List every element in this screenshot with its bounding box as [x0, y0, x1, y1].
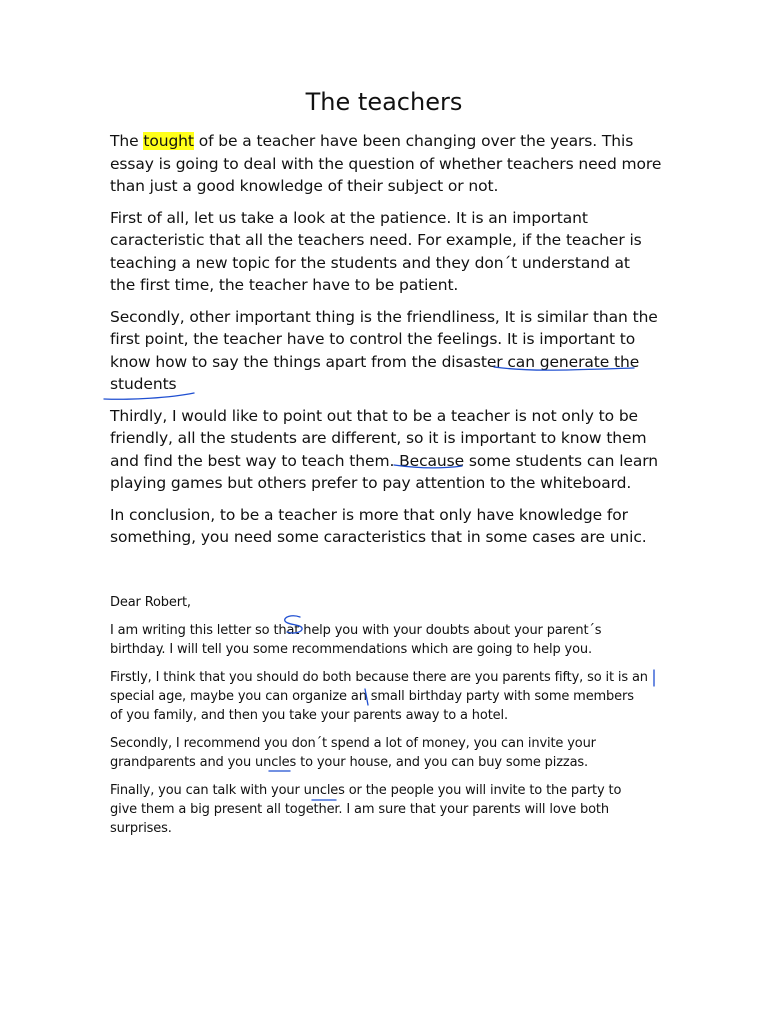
- essay-paragraph-1: [110, 130, 668, 198]
- essay-body: [110, 130, 668, 558]
- highlighted-word: tought: [143, 132, 194, 150]
- essay-p1-start: The: [110, 132, 144, 150]
- essay-paragraph-5: In conclusion, to be a teacher is more that only have knowledge for something, you need some caracteristics that in some cases are unic.: [110, 505, 647, 546]
- letter-paragraph-1: I am writing this letter so that help you with your doubts about your parent´s birthday. I will tell you some recommendations which are going to help you.: [110, 623, 602, 657]
- letter-greeting: Dear Robert,: [110, 595, 191, 610]
- letter-body: [110, 593, 670, 847]
- letter-paragraph-2: Firstly, I think that you should do both because there are you parents fifty, so it is an special age, maybe you can organize an small birthday party with some members of you family, and then you take your parents away to a hotel.: [110, 670, 648, 723]
- essay-title: The teachers: [305, 88, 463, 116]
- essay-paragraph-4: Thirdly, I would like to point out that to be a teacher is not only to be friendly, all the students are different, so it is important to know them and find the best way to teach them. Because some students can learn playing games but others prefer to pay attention to the whiteboard.: [110, 406, 658, 492]
- letter-paragraph-4: Finally, you can talk with your uncles or the people you will invite to the party to give them a big present all together. I am sure that your parents will love both surprises.: [110, 783, 622, 836]
- letter-paragraph-3: Secondly, I recommend you don´t spend a lot of money, you can invite your grandparents and you uncles to your house, and you can buy some pizzas.: [110, 736, 596, 770]
- essay-paragraph-2: First of all, let us take a look at the patience. It is an important caracteristic that all the teachers need. For example, if the teacher is teaching a new topic for the students and they don´t understand at the first time, the teacher have to be patient.: [110, 208, 642, 294]
- essay-paragraph-3: Secondly, other important thing is the friendliness, It is similar than the first point, the teacher have to control the feelings. It is important to know how to say the things apart from the disaster can generate the students: [110, 307, 658, 393]
- essay-p1-rest: of be a teacher have been changing over the years. This essay is going to deal with the question of whether teachers need more than just a good knowledge of their subject or not.: [110, 132, 662, 195]
